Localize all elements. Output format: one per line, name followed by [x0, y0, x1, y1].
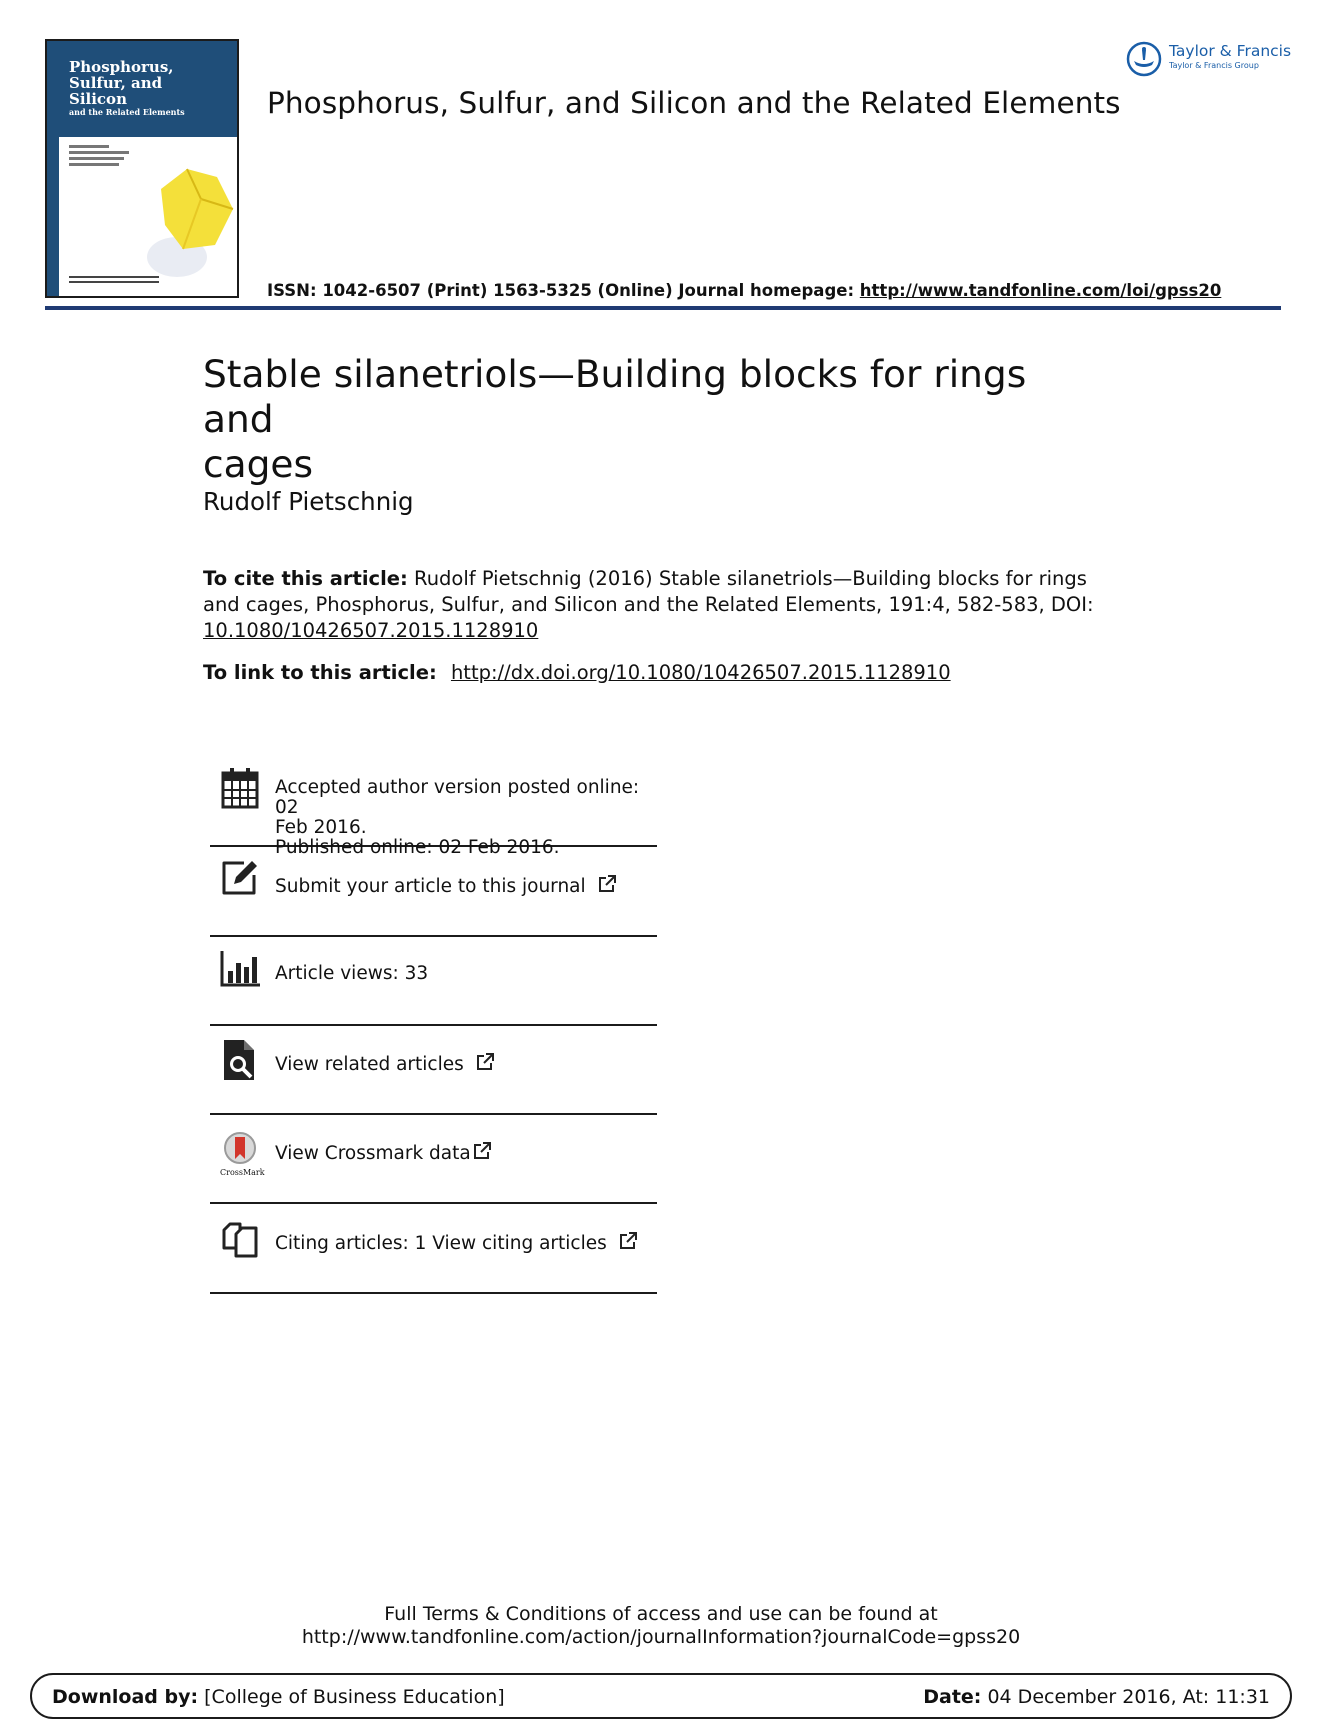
cover-title-line: Sulfur, and: [69, 74, 163, 92]
date-value: 04 December 2016, At: 11:31: [987, 1686, 1270, 1708]
download-date: [923, 1686, 1270, 1708]
cover-title: [69, 59, 229, 117]
cover-title-line: Phosphorus,: [69, 58, 174, 76]
article-title-line: cages: [203, 442, 314, 486]
accepted-date: Accepted author version posted online: 02: [275, 777, 640, 818]
article-author: Rudolf Pietschnig: [203, 487, 414, 516]
crossmark-badge: [220, 1131, 265, 1177]
crossmark-link[interactable]: [275, 1142, 491, 1164]
download-by: [52, 1686, 505, 1708]
edit-icon: [220, 857, 260, 901]
dates-text: [275, 778, 657, 858]
submit-label: Submit your article to this journal: [275, 876, 586, 897]
sulfur-crystal-icon: [147, 159, 237, 289]
cite-text: and cages, Phosphorus, Sulfur, and Silicon and the Related Elements, 191:4, 582-583, DOI:: [203, 593, 1094, 616]
published-date: Published online: 02 Feb 2016.: [275, 837, 560, 858]
journal-title: Phosphorus, Sulfur, and Silicon and the Related Elements: [267, 86, 1121, 120]
download-institution: [College of Business Education]: [204, 1686, 505, 1708]
crossmark-icon: [220, 1131, 260, 1165]
related-articles-link[interactable]: [275, 1053, 494, 1075]
article-info-list: [210, 763, 657, 1294]
publisher-group: Taylor & Francis Group: [1169, 61, 1259, 70]
external-link-icon: [473, 1142, 491, 1160]
terms-url[interactable]: http://www.tandfonline.com/action/journalInformation?journalCode=gpss20: [301, 1626, 1021, 1648]
copy-documents-icon: [220, 1216, 260, 1260]
cite-text: Rudolf Pietschnig (2016) Stable silanetriols—Building blocks for rings: [414, 567, 1087, 590]
info-row-related[interactable]: [210, 1026, 657, 1115]
download-label: Download by:: [52, 1686, 199, 1708]
citing-articles-link[interactable]: [275, 1232, 637, 1254]
external-link-icon: [476, 1053, 494, 1071]
cite-doi-link[interactable]: 10.1080/10426507.2015.1128910: [203, 619, 539, 642]
cover-footer-lines: [69, 276, 219, 286]
info-row-dates: [210, 763, 657, 858]
submit-article-link[interactable]: [275, 875, 616, 897]
taylor-francis-logo-icon: [1125, 40, 1163, 78]
crossmark-caption: CrossMark: [220, 1168, 265, 1177]
article-views: Article views: 33: [275, 963, 429, 984]
cover-spine: [47, 41, 59, 296]
info-row-views: [210, 937, 657, 1026]
external-link-icon: [598, 875, 616, 893]
calendar-icon: [220, 766, 260, 810]
external-link-icon: [619, 1232, 637, 1250]
info-row-submit[interactable]: [210, 847, 657, 937]
issn-line: [267, 281, 1221, 300]
info-row-crossmark[interactable]: [210, 1115, 657, 1204]
related-label: View related articles: [275, 1054, 464, 1075]
header-divider: [45, 306, 1281, 310]
download-info-bar: [30, 1673, 1292, 1719]
crossmark-label: View Crossmark data: [275, 1143, 471, 1164]
cover-title-line: Silicon: [69, 90, 127, 108]
journal-cover-image: [45, 39, 239, 298]
article-doi-link[interactable]: http://dx.doi.org/10.1080/10426507.2015.1128910: [450, 661, 951, 684]
publisher-logo: [1125, 40, 1292, 76]
journal-homepage-link[interactable]: http://www.tandfonline.com/loi/gpss20: [859, 281, 1222, 300]
accepted-date: Feb 2016.: [275, 817, 367, 838]
link-label: To link to this article:: [203, 661, 437, 684]
date-label: Date:: [923, 1686, 982, 1708]
terms-text: Full Terms & Conditions of access and use can be found at: [384, 1603, 938, 1625]
cover-subtitle: and the Related Elements: [69, 107, 185, 117]
terms-notice: [0, 1603, 1322, 1649]
citation-block: [203, 566, 1103, 644]
article-title-line: Stable silanetriols—Building blocks for rings and: [203, 352, 1027, 441]
citing-label: Citing articles: 1 View citing articles: [275, 1233, 607, 1254]
document-search-icon: [220, 1038, 260, 1082]
issn-text: ISSN: 1042-6507 (Print) 1563-5325 (Online) Journal homepage:: [267, 281, 855, 300]
article-link-line: [203, 661, 951, 684]
publisher-name: Taylor & Francis: [1169, 42, 1292, 60]
article-title: [203, 352, 1103, 487]
bar-chart-icon: [220, 947, 260, 991]
info-row-citing[interactable]: [210, 1204, 657, 1294]
cite-label: To cite this article:: [203, 567, 408, 590]
